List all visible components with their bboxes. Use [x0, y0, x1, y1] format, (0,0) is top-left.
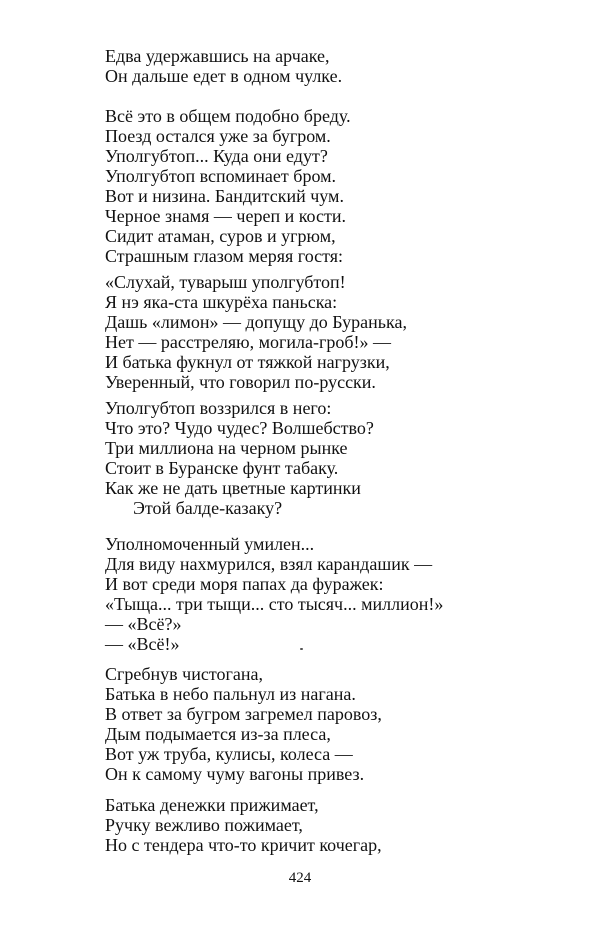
poem-line: Уполгубтоп... Куда они едут?	[105, 146, 328, 166]
poem-line: Как же не дать цветные картинки	[105, 478, 361, 498]
stanza-4	[105, 398, 575, 518]
poem-line: Едва удержавшись на арчаке,	[105, 46, 330, 66]
poem-line: Ручку вежливо пожимает,	[105, 815, 303, 835]
stanza-6	[105, 664, 575, 784]
poem-line: Поезд остался уже за бугром.	[105, 126, 331, 146]
stanza-1	[105, 46, 575, 86]
poem-line: — «Всё?»	[105, 614, 182, 634]
poem-line-indented: Этой балде-казаку?	[133, 498, 283, 518]
stanza-3	[105, 272, 575, 392]
poem-line: Но с тендера что-то кричит кочегар,	[105, 835, 382, 855]
poem-line: Страшным глазом меряя гостя:	[105, 246, 344, 266]
poem-line: «Тыща... три тыщи... сто тысяч... миллион!»	[105, 594, 444, 614]
poem-line: И вот среди моря папах да фуражек:	[105, 574, 384, 594]
poem-line: Вот и низина. Бандитский чум.	[105, 186, 344, 206]
poem-line: Уверенный, что говорил по-русски.	[105, 372, 376, 392]
poem-line: Он к самому чуму вагоны привез.	[105, 764, 365, 784]
poem-line: Вот уж труба, кулисы, колеса —	[105, 744, 353, 764]
poem-line: Черное знамя — череп и кости.	[105, 206, 346, 226]
page-number: 424	[288, 870, 312, 886]
poem-line: Всё это в общем подобно бреду.	[105, 106, 351, 126]
poem-line: Уполгубтоп вспоминает бром.	[105, 166, 336, 186]
poem-line: Три миллиона на черном рынке	[105, 438, 348, 458]
poem-line: Уполгубтоп воззрился в него:	[105, 398, 332, 418]
poem-line: «Слухай, туварыш уполгубтоп!	[105, 272, 346, 292]
poem-line: Батька в небо пальнул из нагана.	[105, 684, 356, 704]
poem-line: Батька денежки прижимает,	[105, 795, 319, 815]
poem-line: Сидит атаман, суров и угрюм,	[105, 226, 336, 246]
poem-line: Что это? Чудо чудес? Волшебство?	[105, 418, 374, 438]
poem-line: Он дальше едет в одном чулке.	[105, 66, 343, 86]
poem-line: Уполномоченный умилен...	[105, 534, 315, 554]
poem-line: Я нэ яка-ста шкурёха паньска:	[105, 292, 338, 312]
poem-line: Для виду нахмурился, взял карандашик —	[105, 554, 433, 574]
stanza-7	[105, 795, 575, 855]
poem-line: — «Всё!»	[105, 634, 180, 654]
poem-line: Дашь «лимон» — допущу до Буранька,	[105, 312, 407, 332]
print-speck	[300, 648, 303, 650]
stanza-5	[105, 534, 575, 654]
stanza-2	[105, 106, 575, 266]
poem-line: И батька фукнул от тяжкой нагрузки,	[105, 352, 390, 372]
poem-line: Стоит в Буранске фунт табаку.	[105, 458, 339, 478]
poem-line: В ответ за бугром загремел паровоз,	[105, 704, 382, 724]
poem-line: Нет — расстреляю, могила-гроб!» —	[105, 332, 392, 352]
poem-line: Сгребнув чистогана,	[105, 664, 263, 684]
poem-line: Дым подымается из-за плеса,	[105, 724, 331, 744]
